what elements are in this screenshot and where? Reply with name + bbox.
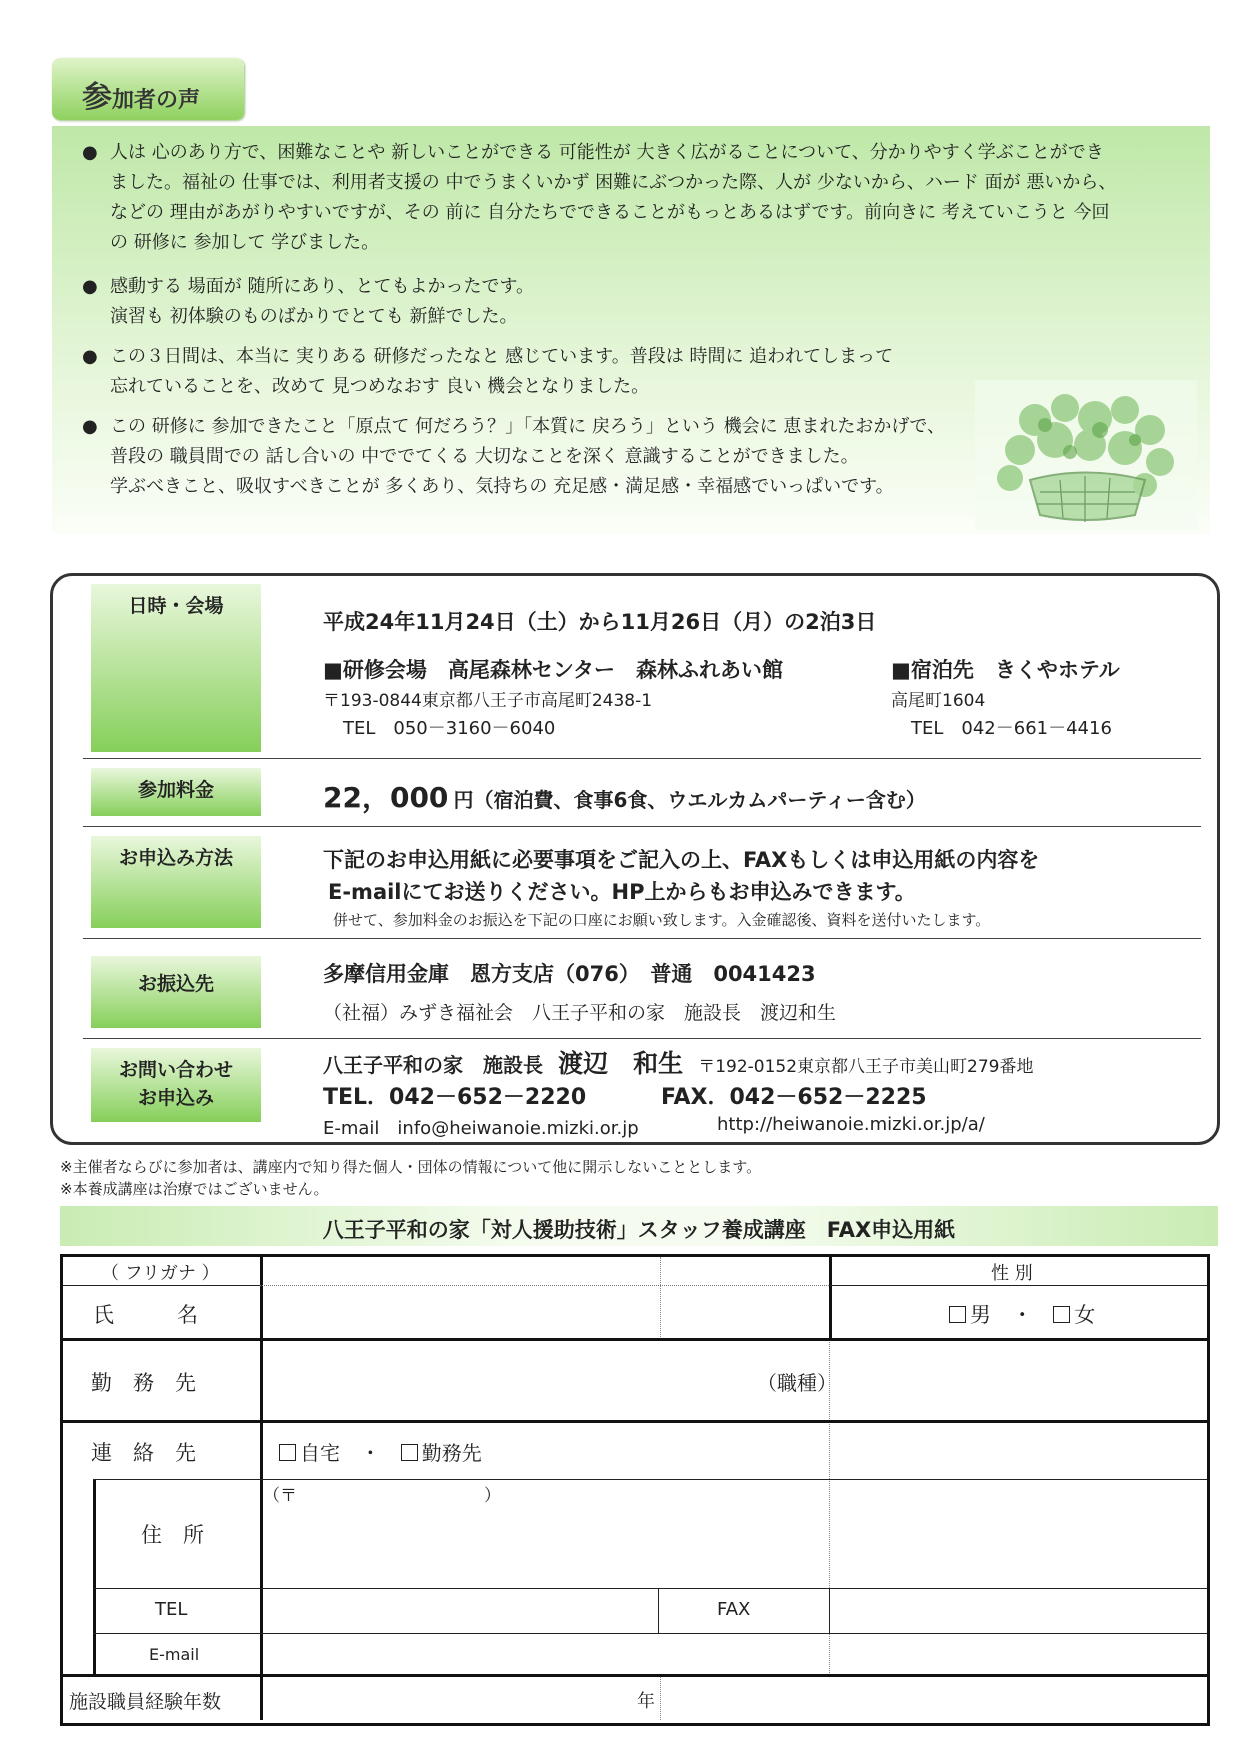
lodging-address: 高尾町1604: [891, 691, 986, 711]
tel-input[interactable]: [263, 1590, 655, 1632]
divider: [83, 758, 1201, 759]
bullet-icon: ●: [82, 276, 98, 297]
bullet-icon: ●: [82, 142, 98, 163]
form-grid-line: [829, 1588, 830, 1633]
voices-title-tab: [52, 58, 244, 120]
form-grid-line: [93, 1633, 1207, 1634]
email-label: E-mail: [149, 1645, 200, 1664]
contact-org: 八王子平和の家 施設長: [323, 1053, 543, 1077]
fee-amount: 22，000: [323, 781, 449, 814]
bullet-icon: ●: [82, 346, 98, 367]
fee-detail: 円（宿泊費、食事6食、ウエルカムパーティー含む）: [453, 788, 926, 812]
postal-code-field[interactable]: （〒 ）: [263, 1486, 501, 1506]
furigana-label: （ フリガナ ）: [101, 1263, 220, 1284]
form-grid-line: [63, 1420, 1207, 1423]
fax-input[interactable]: [833, 1590, 1203, 1632]
form-grid-line: [829, 1285, 1207, 1286]
form-title: 八王子平和の家「対人援助技術」スタッフ養成講座 FAX申込用紙: [322, 1218, 956, 1242]
fee-label: 参加料金: [91, 768, 261, 816]
home-checkbox[interactable]: [279, 1444, 296, 1461]
apply-label: お申込み方法: [91, 836, 261, 928]
form-grid-line: [93, 1479, 1207, 1480]
bank-account: 多摩信用金庫 恩方支店（076） 普通 0041423: [323, 962, 816, 986]
fax-label: FAX: [717, 1599, 751, 1620]
venue-heading: ■研修会場 高尾森林センター 森林ふれあい館: [323, 658, 783, 682]
office-checkbox[interactable]: [401, 1444, 418, 1461]
divider: [83, 1038, 1201, 1039]
bank-label: お振込先: [91, 956, 261, 1028]
name-input[interactable]: [263, 1285, 829, 1337]
contact-email[interactable]: E-mail info@heiwanoie.mizki.or.jp: [323, 1118, 639, 1139]
male-checkbox[interactable]: [949, 1306, 966, 1323]
bullet-icon: ●: [82, 416, 98, 437]
contact-url[interactable]: http://heiwanoie.mizki.or.jp/a/: [717, 1114, 985, 1135]
contact-label: お問い合わせ お申込み: [91, 1048, 261, 1122]
address-label: 住 所: [141, 1523, 204, 1547]
tel-label: TEL: [155, 1599, 188, 1620]
contact-org-line: [323, 1044, 1034, 1080]
gender-options: 男 ・ 女: [949, 1299, 1095, 1329]
form-grid-line: [829, 1479, 830, 1588]
form-title-banner: [60, 1206, 1218, 1246]
form-grid-line: [660, 1675, 661, 1720]
female-checkbox[interactable]: [1053, 1306, 1070, 1323]
apply-note: 併せて、参加料金のお振込を下記の口座にお願い致します。入金確認後、資料を送付いたします。: [333, 911, 991, 929]
form-grid-line: [93, 1588, 1207, 1589]
note-privacy: ※主催者ならびに参加者は、講座内で知り得た個人・団体の情報について他に開示しないこととします。: [60, 1158, 762, 1176]
fee-line: [323, 776, 926, 816]
contact-tel: TEL．042－652－2220: [323, 1085, 587, 1110]
datetime-label: 日時・会場: [91, 584, 261, 752]
experience-input[interactable]: [263, 1677, 643, 1717]
voice-item-2: ● 感動する 場面が 随所にあり、とてもよかったです。 演習も 初体験のものばかりでとても 新鮮でした。: [82, 272, 1192, 332]
form-grid-line: [829, 1257, 832, 1339]
apply-line2: E-mailにてお送りください。HP上からもお申込みできます。: [328, 880, 916, 904]
bank-holder: （社福）みずき福祉会 八王子平和の家 施設長 渡辺和生: [323, 1002, 837, 1024]
job-type-label: （職種）: [757, 1371, 837, 1395]
venue-address: 〒193-0844東京都八王子市高尾町2438-1: [323, 691, 653, 711]
contact-name: 渡辺 和生: [558, 1049, 684, 1078]
experience-label: 施設職員経験年数: [69, 1691, 222, 1713]
apply-line1: 下記のお申込用紙に必要事項をご記入の上、FAXもしくは申込用紙の内容を: [323, 848, 1040, 872]
lodging-tel: TEL 042－661－4416: [911, 718, 1112, 739]
workplace-input[interactable]: [263, 1339, 823, 1419]
contact-fax: FAX．042－652－2225: [661, 1085, 927, 1110]
event-date: 平成24年11月24日（土）から11月26日（月）の2泊3日: [323, 610, 877, 634]
form-grid-line: [63, 1285, 260, 1286]
form-grid-line: [658, 1588, 659, 1633]
contact-options: 自宅 ・ 勤務先: [279, 1437, 482, 1466]
email-input[interactable]: [263, 1635, 1203, 1673]
event-info-box: [50, 573, 1220, 1145]
name-label: 氏 名: [93, 1303, 198, 1327]
form-grid-line: [93, 1479, 96, 1675]
gender-label: 性 別: [991, 1263, 1033, 1284]
year-unit: 年: [637, 1691, 655, 1712]
note-not-treatment: ※本養成講座は治療ではございません。: [60, 1180, 329, 1198]
divider: [83, 826, 1201, 827]
voice-item-4: ● この 研修に 参加できたこと「原点て 何だろう？」「本質に 戻ろう」という 機会に 恵まれたおかげで、 普段の 職員間での 話し合いの 中ででてくる 大切なことを深く 意識することができました。 学ぶべきこと、吸収すべきことが 多くあり、気持ちの 充足感・満足感・幸福感でいっぱいです。: [82, 412, 1192, 502]
contact-label-form: 連 絡 先: [91, 1441, 196, 1465]
fax-application-form: [60, 1254, 1210, 1726]
voice-item-1: ● 人は 心のあり方で、困難なことや 新しいことができる 可能性が 大きく広がることについて、分かりやすく学ぶことができ ました。福祉の 仕事では、利用者支援の 中でうまくいかず 困難にぶつかった際、人が 少ないから、ハード 面が 悪いから、 などの 理由があがりやすいですが、その 前に 自分たちでできることがもっとあるはずです。前向きに 考えていこうと 今回 の 研修に 参加して 学びました。: [82, 138, 1192, 258]
form-grid-line: [829, 1421, 830, 1479]
contact-address: 〒192-0152東京都八王子市美山町279番地: [698, 1057, 1034, 1077]
workplace-label: 勤 務 先: [91, 1371, 196, 1395]
clover-basket-illustration: [975, 380, 1197, 530]
lodging-heading: ■宿泊先 きくやホテル: [891, 658, 1120, 682]
voices-title: 参加者の声: [82, 80, 201, 115]
venue-tel: TEL 050－3160－6040: [343, 718, 556, 739]
divider: [83, 938, 1201, 939]
voice-item-3: ● この３日間は、本当に 実りある 研修だったなと 感じています。普段は 時間に 追われてしまって 忘れていることを、改めて 見つめなおす 良い 機会となりました。: [82, 342, 1192, 402]
